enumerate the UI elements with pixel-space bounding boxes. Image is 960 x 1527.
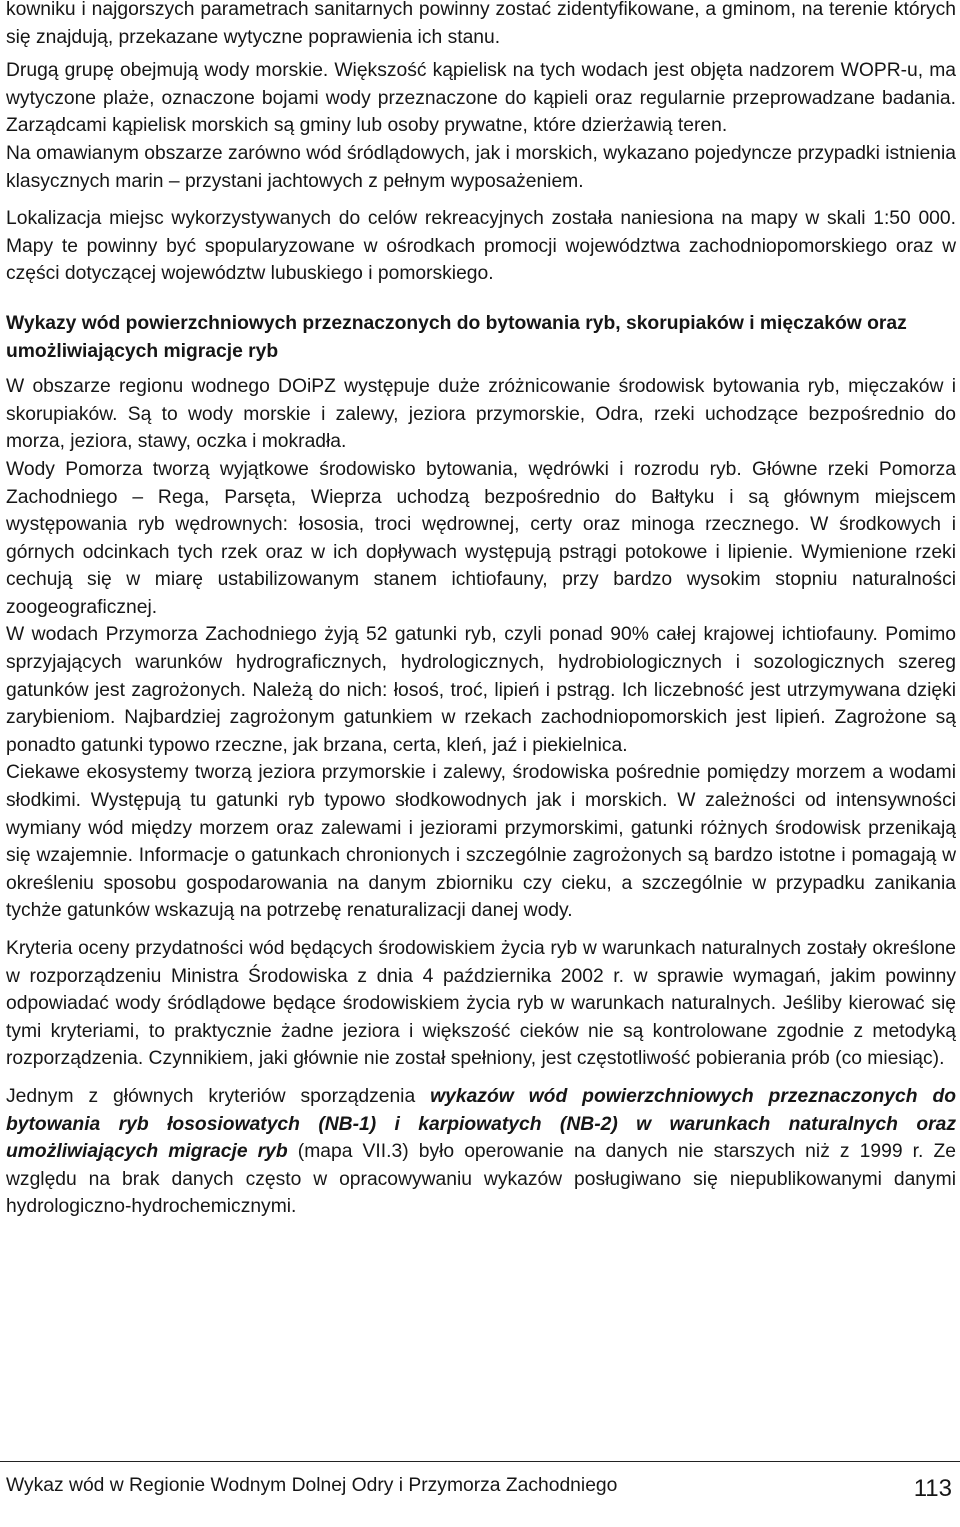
paragraph-lists-emphasis: wykazów wód powierzchniowych przeznaczonych do bytowania ryb łososiowatych (NB-1) i karpiowatych (NB-2) w warunkach naturalnych oraz umożliwiających migracje ryb xyxy=(6,1085,956,1163)
paragraph-ecosystems: Ciekawe ekosystemy tworzą jeziora przymorskie i zalewy, środowiska pośrednie pomiędzy morzem a wodami słodkimi. Występują tu gatunki ryb typowo słodkowodnych jak i morskich. W zależności od intensywności wymiany wód między morzem oraz zalewami i jeziorami przymorskimi, gatunki różnych środowisk przenikają się wzajemnie. Informacje o gatunkach chronionych i szczególnie zagrożonych są bardzo istotne i pomagają w określeniu sposobu gospodarowania na danym zbiorniku czy cieku, a szczególnie w przypadku zanikania tychże gatunków wskazują na potrzebę renaturalizacji danej wody. xyxy=(6,762,956,922)
paragraph-habitats: W obszarze regionu wodnego DOiPZ występuje duże zróżnicowanie środowisk bytowania ryb, mięczaków i skorupiaków. Są to wody morskie i zalewy, jeziora przymorskie, Odra, rzeki uchodzące bezpośrednio do morza, jeziora, stawy, oczka i mokradła. xyxy=(6,376,956,453)
paragraph-lists-outro: (mapa VII.3) było operowanie na danych nie starszych niż z 1999 r. Ze względu na brak danych często w opracowywaniu wykazów posługiwano się niepublikowanymi danymi hydrologiczno-hydrochemicznymi. xyxy=(6,1141,956,1218)
footer-title: Wykaz wód w Regionie Wodnym Dolnej Odry i Przymorza Zachodniego xyxy=(6,1475,618,1496)
paragraph-lists-criteria xyxy=(6,1083,956,1221)
paragraph-sea-waters: Drugą grupę obejmują wody morskie. Większość kąpielisk na tych wodach jest objęta nadzorem WOPR-u, ma wytyczone plaże, oznaczone bojami wody przeznaczone do kąpieli oraz regularnie przeprowadzane badania. Zarządcami kąpielisk morskich są gminy lub osoby prywatne, które dzierżawią teren. xyxy=(6,60,956,137)
paragraph-map-location: Lokalizacja miejsc wykorzystywanych do celów rekreacyjnych została naniesiona na mapy w skali 1:50 000. Mapy te powinny być spopularyzowane w ośrodkach promocji województwa zachodniopomorskiego oraz w części dotyczącej województw lubuskiego i pomorskiego. xyxy=(6,208,956,285)
section-heading: Wykazy wód powierzchniowych przeznaczonych do bytowania ryb, skorupiaków i mięczaków oraz umożliwiających migracje ryb xyxy=(6,312,907,362)
paragraph-continuation: kowniku i najgorszych parametrach sanitarnych powinny zostać zidentyfikowane, a gminom, na terenie których się znajdują, przekazane wytyczne poprawienia ich stanu. xyxy=(6,0,956,48)
page-number: 113 xyxy=(913,1475,952,1502)
paragraph-marinas: Na omawianym obszarze zarówno wód śródlądowych, jak i morskich, wykazano pojedyncze przypadki istnienia klasycznych marin – przystani jachtowych z pełnym wyposażeniem. xyxy=(6,142,956,192)
paragraph-pomeranian-rivers: Wody Pomorza tworzą wyjątkowe środowisko bytowania, wędrówki i rozrodu ryb. Główne rzeki Pomorza Zachodniego – Rega, Parsęta, Wieprza uchodzą bezpośrednio do Bałtyku i są głównym miejscem występowania ryb wędrownych: łososia, troci wędrownej, certy oraz minoga rzecznego. W środkowych i górnych odcinkach tych rzek oraz w ich dopływach występują pstrągi potokowe i lipienie. Wymienione rzeki cechują się w miarę ustabilizowanym stanem ichtiofauny, przy bardzo wysokim stopniu naturalności zoogeograficznej. xyxy=(6,458,956,618)
paragraph-criteria: Kryteria oceny przydatności wód będących środowiskiem życia ryb w warunkach naturalnych zostały określone w rozporządzeniu Ministra Środowiska z dnia 4 października 2002 r. w sprawie wymagań, jakim powinny odpowiadać wody śródlądowe będące środowiskiem życia ryb w warunkach naturalnych. Jeśliby kierować się tymi kryteriami, to praktycznie żadne jeziora i większość cieków nie są kontrolowane zgodnie z metodyką rozporządzenia. Czynnikiem, jaki głównie nie został spełniony, jest częstotliwość pobierania prób (co miesiąc). xyxy=(6,938,956,1070)
page-body xyxy=(6,0,956,1221)
paragraph-lists-intro: Jednym z głównych kryteriów sporządzenia xyxy=(6,1085,431,1107)
paragraph-fish-species: W wodach Przymorza Zachodniego żyją 52 gatunki ryb, czyli ponad 90% całej krajowej ichtiofauny. Pomimo sprzyjających warunków hydrograficznych, hydrologicznych, hydrobiologicznych i sozologicznych szereg gatunków jest zagrożonych. Należą do nich: łosoś, troć, lipień i pstrąg. Ich liczebność jest utrzymywana dzięki zarybieniom. Najbardziej zagrożonym gatunkiem w rzekach zachodniopomorskich jest lipień. Zagrożone są ponadto gatunki typowo rzeczne, jak brzana, certa, kleń, jaź i piekielnica. xyxy=(6,624,956,756)
footer-divider xyxy=(0,1461,960,1462)
